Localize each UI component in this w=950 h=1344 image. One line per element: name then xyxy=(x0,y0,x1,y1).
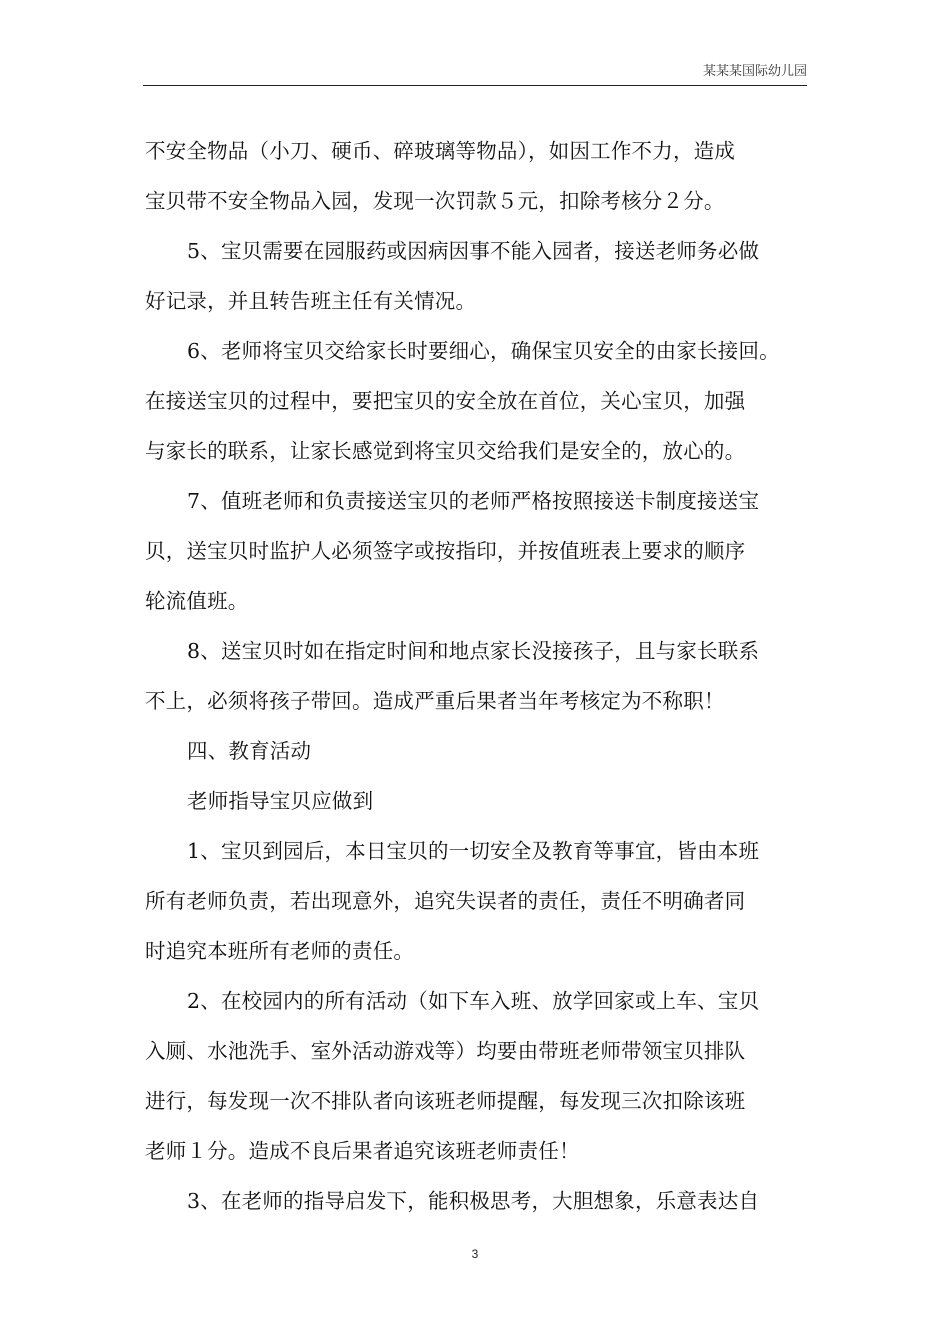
text-line: 所有老师负责，若出现意外，追究失误者的责任，责任不明确者同 xyxy=(145,889,746,913)
text-line: 7、值班老师和负责接送宝贝的老师严格按照接送卡制度接送宝 xyxy=(187,489,760,513)
text-line: 老师１分。造成不良后果者追究该班老师责任！ xyxy=(145,1139,580,1163)
text-line: 时追究本班所有老师的责任。 xyxy=(145,939,415,963)
text-line: 好记录，并且转告班主任有关情况。 xyxy=(145,289,477,313)
document-body xyxy=(145,133,809,1233)
text-line: 不安全物品（小刀、硬币、碎玻璃等物品），如因工作不力，造成 xyxy=(145,139,736,163)
text-line: 宝贝带不安全物品入园，发现一次罚款５元，扣除考核分２分。 xyxy=(145,189,725,213)
text-line: 老师指导宝贝应做到 xyxy=(187,789,374,813)
text-line: 进行，每发现一次不排队者向该班老师提醒，每发现三次扣除该班 xyxy=(145,1089,746,1113)
section-heading: 四、教育活动 xyxy=(187,739,312,763)
text-line: 入厕、水池洗手、室外活动游戏等）均要由带班老师带领宝贝排队 xyxy=(145,1039,746,1063)
text-line: 不上，必须将孩子带回。造成严重后果者当年考核定为不称职！ xyxy=(145,689,725,713)
text-line: 6、老师将宝贝交给家长时要细心，确保宝贝安全的由家长接回。 xyxy=(187,339,780,363)
text-line: 1、宝贝到园后，本日宝贝的一切安全及教育等事宜，皆由本班 xyxy=(187,839,760,863)
text-line: 5、宝贝需要在园服药或因病因事不能入园者，接送老师务必做 xyxy=(187,239,760,263)
text-line: 2、在校园内的所有活动（如下车入班、放学回家或上车、宝贝 xyxy=(187,989,760,1013)
text-line: 贝，送宝贝时监护人必须签字或按指印，并按值班表上要求的顺序 xyxy=(145,539,746,563)
header-divider xyxy=(143,85,807,86)
page-number: 3 xyxy=(471,1247,479,1261)
text-line: 与家长的联系，让家长感觉到将宝贝交给我们是安全的，放心的。 xyxy=(145,439,746,463)
text-line: 3、在老师的指导启发下，能积极思考，大胆想象，乐意表达自 xyxy=(187,1189,760,1213)
text-line: 在接送宝贝的过程中，要把宝贝的安全放在首位，关心宝贝，加强 xyxy=(145,389,746,413)
text-line: 8、送宝贝时如在指定时间和地点家长没接孩子，且与家长联系 xyxy=(187,639,760,663)
text-line: 轮流值班。 xyxy=(145,589,249,613)
header-organization: 某某某国际幼儿园 xyxy=(702,64,807,79)
